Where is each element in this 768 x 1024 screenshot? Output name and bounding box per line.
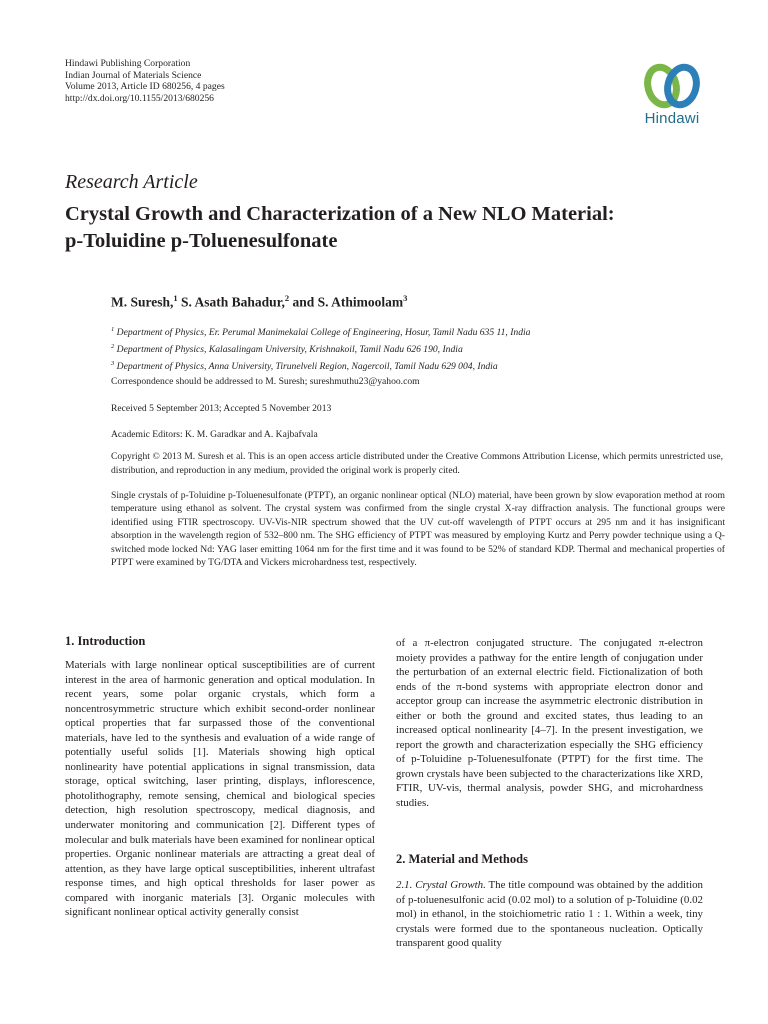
affiliation-number: 1: [111, 326, 115, 333]
affiliation-number: 2: [111, 342, 115, 350]
section-heading-introduction: 1. Introduction: [65, 634, 146, 648]
author-1: M. Suresh,: [111, 294, 174, 310]
doi-link[interactable]: http://dx.doi.org/10.1155/2013/680256: [65, 92, 214, 104]
hindawi-logo: [632, 60, 712, 127]
affiliation-text: Department of Physics, Anna University, Tirunelveli Region, Nagercoil, Tamil Nadu 629 004, India: [114, 360, 498, 372]
author-3-affil: 3: [403, 293, 408, 303]
logo-text: Hindawi: [644, 110, 700, 127]
affiliation-number: 3: [111, 359, 115, 367]
academic-editors: Academic Editors: K. M. Garadkar and A. Kajbafvala: [111, 429, 318, 440]
author-2-affil: 2: [284, 293, 290, 303]
crystal-growth-paragraph: [396, 878, 703, 951]
copyright-notice: Copyright © 2013 M. Suresh et al. This is an open access article distributed under the Creative Commons Attribution License, which permits unrestricted use, distribution, and reproduction in any medium, provided the original work is properly cited.: [111, 451, 723, 476]
hindawi-logo-icon: [640, 60, 704, 112]
affiliation-text: Department of Physics, Er. Perumal Manimekalai College of Engineering, Hosur, Tamil Nadu 635 11, India: [114, 327, 531, 339]
article-title: [65, 201, 725, 255]
received-accepted-dates: Received 5 September 2013; Accepted 5 November 2013: [111, 403, 332, 414]
abstract: Single crystals of p-Toluidine p-Toluenesulfonate (PTPT), an organic nonlinear optical (NLO) material, have been grown by slow evaporation method at room temperature using ethanol as solvent. The crystal system was confirmed from the single crystal X-ray diffraction analysis. The functional groups were identified using FTIR spectroscopy. UV-Vis-NIR spectrum showed that the UV cut-off wavelength of PTPT occurs at 295 nm and it has insignificant absorption in the wavelength region of 532–800 nm. The SHG efficiency of PTPT was measured by employing Kurtz and Perry powder technique using a Q-switched mode locked Nd: YAG laser emitting 1064 nm for the first time and it was found to be 52% of standard KDP. Thermal and mechanical properties of PTPT were examined by TG/DTA and Vickers microhardness test, respectively.: [111, 490, 725, 569]
author-list: [111, 293, 407, 311]
affiliation: [111, 340, 530, 357]
volume-info: Volume 2013, Article ID 680256, 4 pages: [65, 81, 225, 93]
introduction-continued-text: of a π-electron conjugated structure. The conjugated π-electron moiety provides a pathway for the entire length of conjugation under the perturbation of an external electric field. Fictionalization of both ends of the π-bond systems with appropriate electron donor and acceptor group can increase the asymmetric electronic distribution in either or both the ground and excited states, thus leading to an increased optical nonlinearity [4–7]. In the present investigation, we report the growth and characterization especially the SHG efficiency of p-Toluidine p-Toluenesulfonate (PTPT) for the first time. The grown crystals have been subjected to the characterizations like XRD, FTIR, UV-vis, thermal analysis, powder SHG, and microhardness studies.: [396, 637, 703, 810]
correspondence: Correspondence should be addressed to M. Suresh; sureshmuthu23@yahoo.com: [111, 376, 420, 387]
author-3: and S. Athimoolam: [289, 294, 404, 310]
author-2: S. Asath Bahadur,: [177, 294, 285, 310]
affiliation-text: Department of Physics, Kalasalingam University, Krishnakoil, Tamil Nadu 626 190, India: [114, 343, 463, 355]
publisher-name: Hindawi Publishing Corporation: [65, 58, 191, 69]
author-1-affil: 1: [173, 293, 178, 303]
section-heading-methods: 2. Material and Methods: [396, 852, 528, 866]
publication-info: [65, 58, 225, 104]
crystal-growth-text: The title compound was obtained by the addition of p-toluenesulfonic acid (0.02 mol) to a solution of p-Toluidine (0.02 mol) in ethanol, in the stoichiometric ratio 1 : 1. Within a week, tiny crystals were formed due to the spontaneous nucleation. Optically transparent good quality: [396, 879, 703, 950]
journal-name: Indian Journal of Materials Science: [65, 69, 202, 81]
title-line-2: p-Toluidine p-Toluenesulfonate: [65, 230, 338, 252]
affiliations: [111, 323, 530, 373]
affiliation: [111, 323, 530, 340]
affiliation: [111, 357, 530, 374]
crystal-growth-subheading: 2.1. Crystal Growth.: [396, 879, 486, 891]
introduction-text: Materials with large nonlinear optical susceptibilities are of current interest in the area of harmonic generation and optical modulation. In recent years, some polar organic crystals, which form a noncentrosymmetric structure which exhibit second-order nonlinear optical properties that far surpassed those of the conventional materials, have led to the synthesis and evaluation of a wide range of potentially useful solids [1]. Materials showing high optical nonlinearity have potential applications in signal transmission, data storage, optical switching, laser printing, displays, inflorescence, photolithography, remote sensing, chemical and biological species detection, high resolution spectroscopy, medical diagnosis, and underwater monitoring and communication [2]. Different types of molecular and bulk materials have been examined for nonlinear optical properties. Organic nonlinear materials are attracting a great deal of attention, as they have large optical susceptibilities, inherent ultrafast response times, and high optical thresholds for laser power as compared with inorganic materials [3]. Organic molecules with significant nonlinear optical activity generally consist: [65, 659, 375, 919]
title-line-1: Crystal Growth and Characterization of a New NLO Material:: [65, 203, 615, 225]
article-type: Research Article: [65, 171, 198, 193]
